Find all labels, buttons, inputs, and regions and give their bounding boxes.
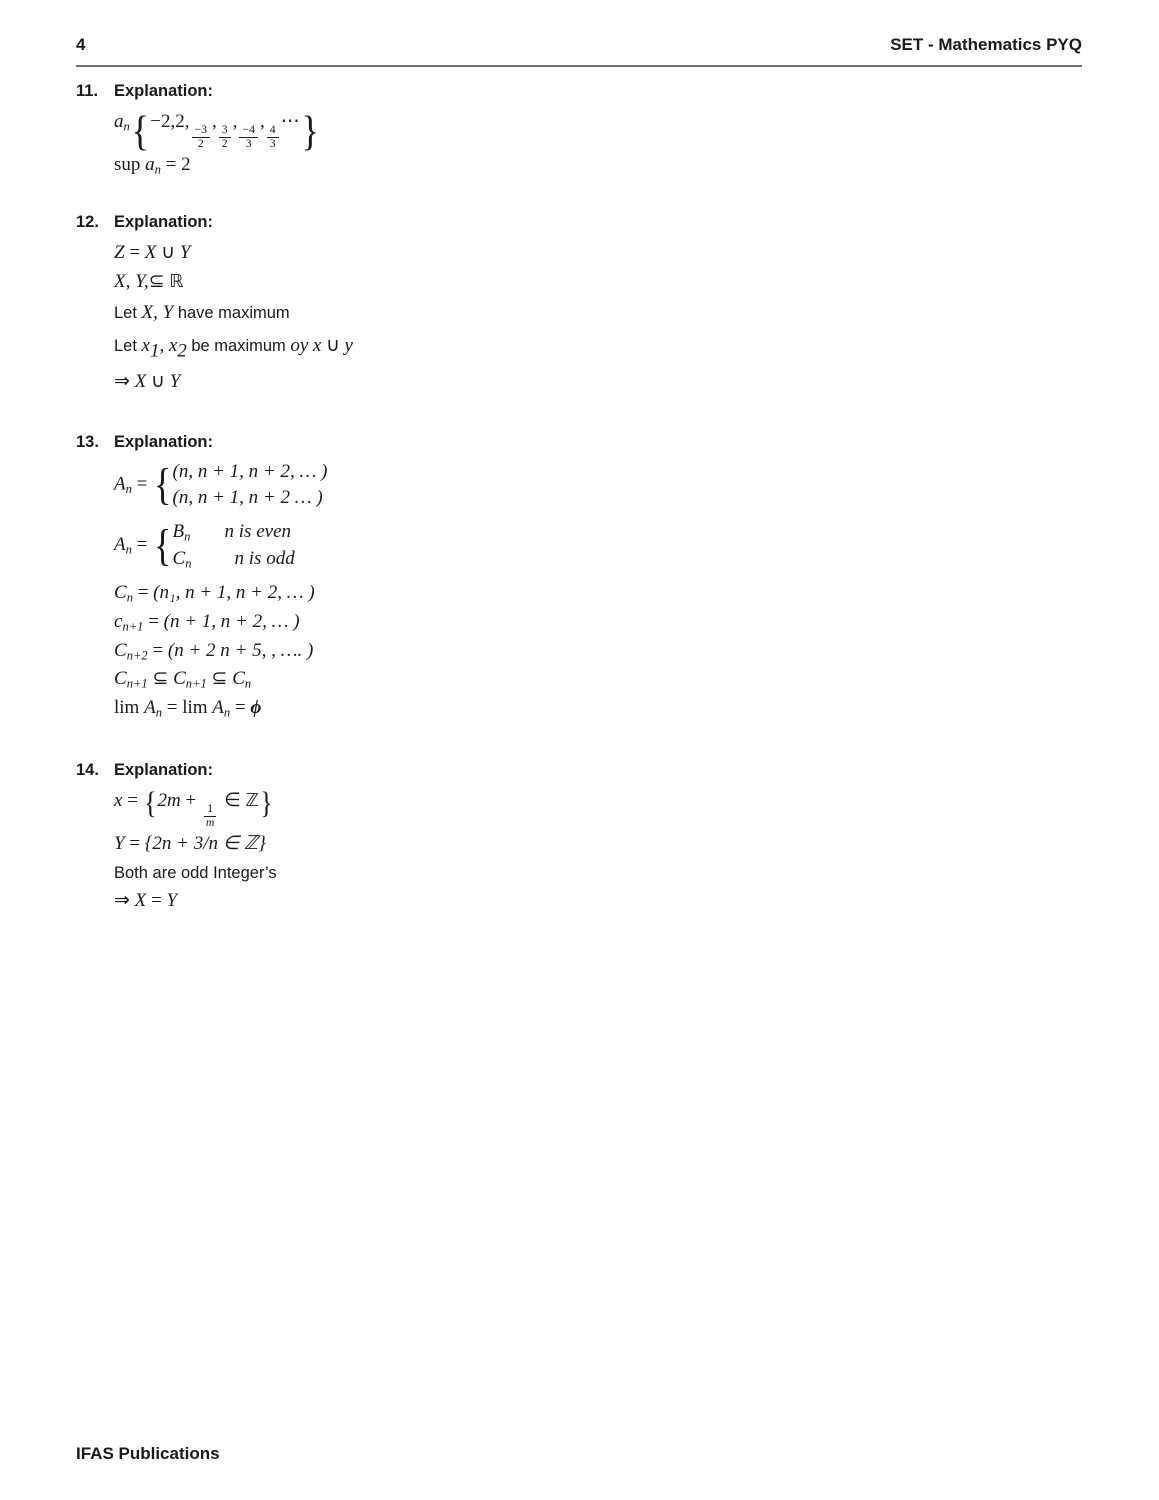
term-2m: 2m (157, 790, 181, 812)
sup-equation-rhs: = 2 (165, 153, 191, 175)
page-footer: IFAS Publications (76, 1444, 220, 1463)
case-value-B (173, 519, 225, 546)
let-keyword-2: Let (114, 336, 137, 355)
math-line-13e (114, 637, 1082, 666)
fraction-1-numerator: −3 (192, 124, 211, 138)
seq-c-n1-rhs: (n + 1, n + 2, … ) (163, 610, 300, 632)
cases-row-13a-2: (n, n + 1, n + 2 … ) (172, 486, 323, 508)
seq-C-chain-2-subscript: n+1 (185, 676, 207, 691)
set-B-subscript: n (184, 529, 191, 544)
seq-C-n-rhs: (n₁, n + 1, n + 2, … ) (153, 581, 315, 603)
item-12-heading (76, 213, 1082, 232)
set-y: Y (179, 242, 191, 264)
comma-3: , (259, 111, 265, 132)
var-x2: x (168, 334, 178, 356)
header-divider (76, 65, 1082, 67)
set-x: X (144, 242, 157, 264)
equals-sign-14d: = (151, 889, 162, 911)
sequence-subscript: n (123, 119, 130, 134)
limit-A-1: A (144, 697, 156, 719)
fraction-3 (239, 124, 258, 150)
fraction-3-denominator: 3 (245, 136, 252, 150)
seq-C-n-subscript: n (126, 590, 133, 605)
union-operator-icon-2: ∪ (325, 334, 340, 356)
text-line-12d: Let x1, x2 be maximum oy x ∪ y (114, 334, 353, 362)
seq-C-chain-1-subscript: n+1 (126, 676, 148, 691)
fraction-3-numerator: −4 (239, 124, 258, 138)
explanation-item-12 (76, 213, 1082, 396)
equals-sign-14a: = (127, 790, 138, 812)
fraction-4-denominator: 3 (269, 136, 276, 150)
equals-sign-13a: = (136, 473, 148, 495)
explanation-item-13 (76, 433, 1082, 723)
subset-operator-icon: ⊆ (148, 271, 165, 293)
fraction-1-over-m (203, 803, 218, 829)
equals-sign-13d: = (148, 610, 159, 632)
math-line-11b (114, 151, 1082, 180)
set-A-subscript: n (125, 481, 132, 496)
seq-C-chain-2: C (173, 668, 186, 690)
limit-A-1-subscript: n (155, 705, 162, 720)
element-of-icon: ∈ (224, 790, 241, 812)
seq-C-n: C (114, 581, 127, 603)
empty-set-phi-symbol: ϕ (250, 697, 262, 719)
fraction-2-numerator: 3 (219, 124, 231, 138)
math-line-13f (114, 665, 1082, 694)
subset-operator-icon-2: ⊆ (211, 668, 228, 690)
sequence-symbol: a (114, 111, 124, 132)
fraction-2 (219, 124, 231, 150)
math-line-12b (114, 268, 1082, 297)
cases-row-13b-2 (173, 546, 295, 573)
subset-operator-icon-1: ⊆ (152, 668, 169, 690)
both-odd-integers-text: Both are odd Integer’s (114, 863, 277, 882)
equals-sign-14b: = (129, 832, 141, 854)
item-13-lines (114, 459, 1082, 723)
item-13-heading (76, 433, 1082, 452)
set-X-14d: X (134, 889, 147, 911)
sup-operator: sup (114, 153, 141, 175)
math-line-14a: x = {2m + $\frac{1}{m}$ ∈ ℤ} (114, 785, 273, 829)
be-maximum-text: be maximum (191, 336, 286, 355)
set-A-2: A (114, 534, 126, 556)
cases-brace-icon: { (154, 459, 172, 510)
seq-value-1: −2, (150, 111, 176, 132)
set-C-subscript: n (185, 556, 192, 571)
fraction-2-denominator: 2 (221, 136, 228, 150)
item-13-label: Explanation: (114, 432, 214, 451)
implies-arrow-icon-14: ⇒ (114, 889, 130, 911)
sets-xy-2: X, Y (141, 302, 174, 324)
equals-sign-13e: = (152, 639, 164, 661)
seq-C-chain-3: C (232, 668, 245, 690)
have-maximum-text: have maximum (177, 304, 290, 323)
math-line-13g (114, 694, 1082, 723)
set-A-2-subscript: n (125, 542, 132, 557)
let-keyword: Let (114, 304, 137, 323)
case-condition-odd: n is odd (234, 547, 295, 569)
limit-operator-2: lim (182, 697, 208, 719)
set-Y-definition: {2n + 3/n ∈ ℤ} (144, 832, 266, 854)
union-operator-icon: ∪ (161, 242, 176, 264)
item-13-number: 13. (76, 432, 99, 451)
set-B: B (172, 521, 185, 543)
seq-c-n1-subscript: n+1 (122, 619, 144, 634)
explanation-item-14 (76, 761, 1082, 916)
cases-block-13a (152, 459, 327, 511)
fraction-denominator-m: m (205, 816, 215, 829)
page-number: 4 (76, 35, 86, 54)
item-12-lines (114, 239, 1082, 396)
seq-C-n2-subscript: n+2 (126, 648, 148, 663)
header-title: SET - Mathematics PYQ (890, 35, 1082, 54)
item-11-number: 11. (76, 82, 99, 100)
set-Y-14: Y (114, 832, 125, 854)
case-condition-even: n is even (224, 521, 292, 543)
fraction-1 (192, 124, 211, 150)
set-x-lower: x (114, 790, 123, 812)
item-12-number: 12. (76, 213, 99, 232)
var-x1-subscript: 1 (149, 340, 160, 362)
equals-sign-13g1: = (166, 697, 178, 719)
reals-symbol: ℝ (169, 271, 184, 293)
plus-operator: + (185, 790, 197, 812)
cases-row-13a-1: (n, n + 1, n + 2, … ) (172, 460, 328, 482)
set-y-3: Y (169, 370, 181, 392)
seq-C-chain-1: C (114, 668, 127, 690)
cases-row-13b-1 (173, 519, 295, 546)
item-14-number: 14. (76, 761, 99, 780)
set-z: Z (114, 242, 125, 264)
limit-A-2: A (212, 697, 224, 719)
cases-rows-13a (173, 459, 328, 511)
text-line-12c (114, 297, 1082, 330)
math-line-11a: $a_n\{-2,2$, $\frac{-3}{2}$ , $\frac{3}{2}$ , $\frac{-4}{3}$ , $\frac{4}{3}$ ⋯} (114, 107, 319, 155)
ellipsis: ⋯ (280, 111, 300, 132)
cases-rows-13b (173, 519, 295, 573)
item-14-label: Explanation: (114, 761, 214, 780)
seq-C-n2: C (114, 639, 127, 661)
sets-xy: X, Y, (114, 271, 149, 293)
set-x-3: X (134, 370, 147, 392)
item-14-heading (76, 761, 1082, 780)
equals-sign: = (129, 242, 141, 264)
set-A: A (114, 473, 126, 495)
seq-c-n1: c (114, 610, 123, 632)
math-line-14d (114, 887, 1082, 916)
fraction-4 (267, 124, 279, 150)
seq-C-chain-3-subscript: n (244, 676, 252, 691)
comma-1: , (212, 111, 217, 132)
fraction-4-numerator: 4 (267, 124, 279, 138)
fraction-1-denominator: 2 (197, 136, 204, 150)
limit-A-2-subscript: n (223, 705, 231, 720)
set-Y-14d: Y (166, 889, 178, 911)
math-line-13d (114, 608, 1082, 637)
math-line-12e (114, 368, 1082, 397)
integers-symbol: ℤ (245, 790, 259, 812)
math-line-13a (114, 459, 1082, 511)
text-line-14c (114, 859, 1082, 887)
union-operator-icon-3: ∪ (151, 370, 165, 392)
page-header (76, 36, 1082, 53)
seq-C-n2-rhs: (n + 2 n + 5, , …. ) (167, 639, 314, 661)
oy-token: oy (290, 334, 309, 356)
math-line-13b (114, 519, 1082, 573)
sup-sequence-subscript: n (154, 162, 161, 177)
item-11-lines (114, 108, 1082, 179)
var-x2-subscript: 2 (177, 340, 187, 362)
case-value-C (173, 546, 225, 573)
item-14-lines (114, 787, 1082, 916)
page-content (76, 82, 1082, 942)
equals-sign-13c: = (137, 581, 149, 603)
sup-sequence-symbol: a (145, 153, 155, 175)
cases-brace-icon-2: { (154, 520, 172, 571)
explanation-item-11 (76, 82, 1082, 179)
set-C: C (172, 547, 186, 569)
equals-sign-13b: = (136, 534, 148, 556)
math-line-13c (114, 579, 1082, 608)
math-line-12a (114, 239, 1082, 268)
math-line-14b (114, 830, 1082, 859)
comma-2: , (232, 111, 238, 132)
item-11-label: Explanation: (114, 82, 214, 100)
limit-operator-1: lim (114, 697, 140, 719)
var-y-lower: y (344, 334, 353, 356)
implies-arrow-icon: ⇒ (114, 370, 130, 392)
fraction-numerator-1: 1 (204, 803, 216, 817)
item-12-label: Explanation: (114, 213, 214, 232)
cases-block-13b (152, 519, 295, 573)
var-x1: x (141, 334, 150, 356)
equals-sign-13g2: = (234, 697, 246, 719)
var-x-lower: x (312, 334, 322, 356)
seq-value-2: 2, (175, 111, 190, 132)
item-11-heading (76, 82, 1082, 101)
